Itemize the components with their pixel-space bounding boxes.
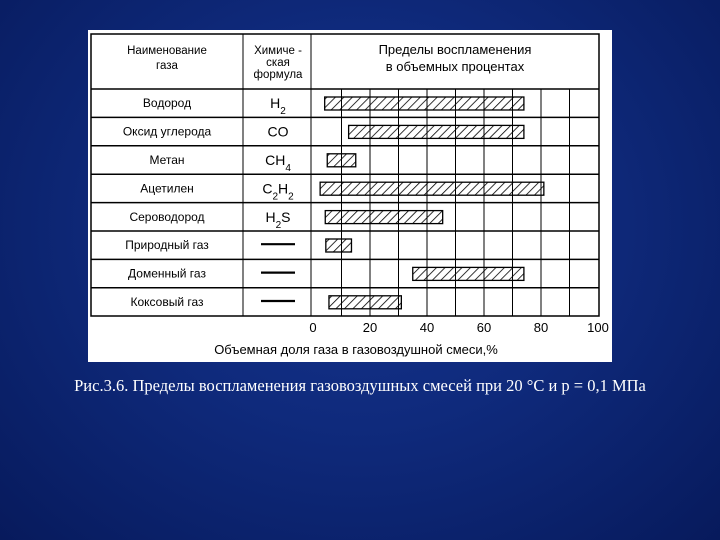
header-name-line2: газа (156, 60, 178, 72)
x-tick-label: 0 (309, 320, 317, 335)
gas-name-label: Оксид углерода (122, 124, 212, 139)
x-tick-label: 40 (419, 320, 435, 335)
gas-name-label: Сероводород (129, 209, 205, 224)
range-bar (326, 239, 352, 252)
range-bar (325, 97, 524, 110)
range-bar (320, 182, 544, 195)
header-formula-line1: Химиче - (254, 45, 302, 57)
chemical-formula: $H_2S$ (265, 208, 291, 231)
figure-panel (88, 30, 612, 362)
range-bar (349, 125, 524, 138)
header-name-line1: Наименование (127, 45, 207, 57)
range-bar (329, 296, 401, 309)
chemical-formula: $CH_4$ (265, 152, 291, 174)
chemical-formula: $C_2H_2$ (262, 180, 294, 202)
x-tick-label: 20 (362, 320, 378, 335)
header-limits-line2: в объемных процентах (385, 59, 525, 74)
figure-caption: Рис.3.6. Пределы воспламенения газовоздушных смесей при 20 °С и р = 0,1 МПа (74, 376, 646, 395)
header-formula-line2: ская (266, 57, 290, 69)
chemical-formula: $H_2$ (270, 95, 286, 117)
x-tick-label: 80 (533, 320, 549, 335)
x-tick-label: 60 (476, 320, 492, 335)
gas-name-label: Метан (149, 153, 185, 167)
gas-name-label: Ацетилен (140, 181, 194, 196)
gas-name-label: Коксовый газ (130, 295, 204, 309)
range-bar (413, 267, 524, 280)
gas-name-label: Природный газ (125, 238, 209, 253)
flammability-limits-chart (88, 30, 612, 362)
range-bar (327, 154, 356, 167)
range-bar (325, 211, 442, 224)
chemical-formula: CO (267, 123, 289, 140)
ticks-layer (309, 320, 608, 335)
gas-name-label: Доменный газ (128, 266, 206, 281)
x-axis-label: Объемная доля газа в газовоздушной смеси,% (214, 342, 498, 357)
header-formula-line3: формула (253, 69, 303, 81)
x-tick-label: 100 (587, 320, 609, 335)
gas-name-label: Водород (142, 96, 192, 111)
header-limits-line1: Пределы воспламенения (378, 42, 532, 57)
